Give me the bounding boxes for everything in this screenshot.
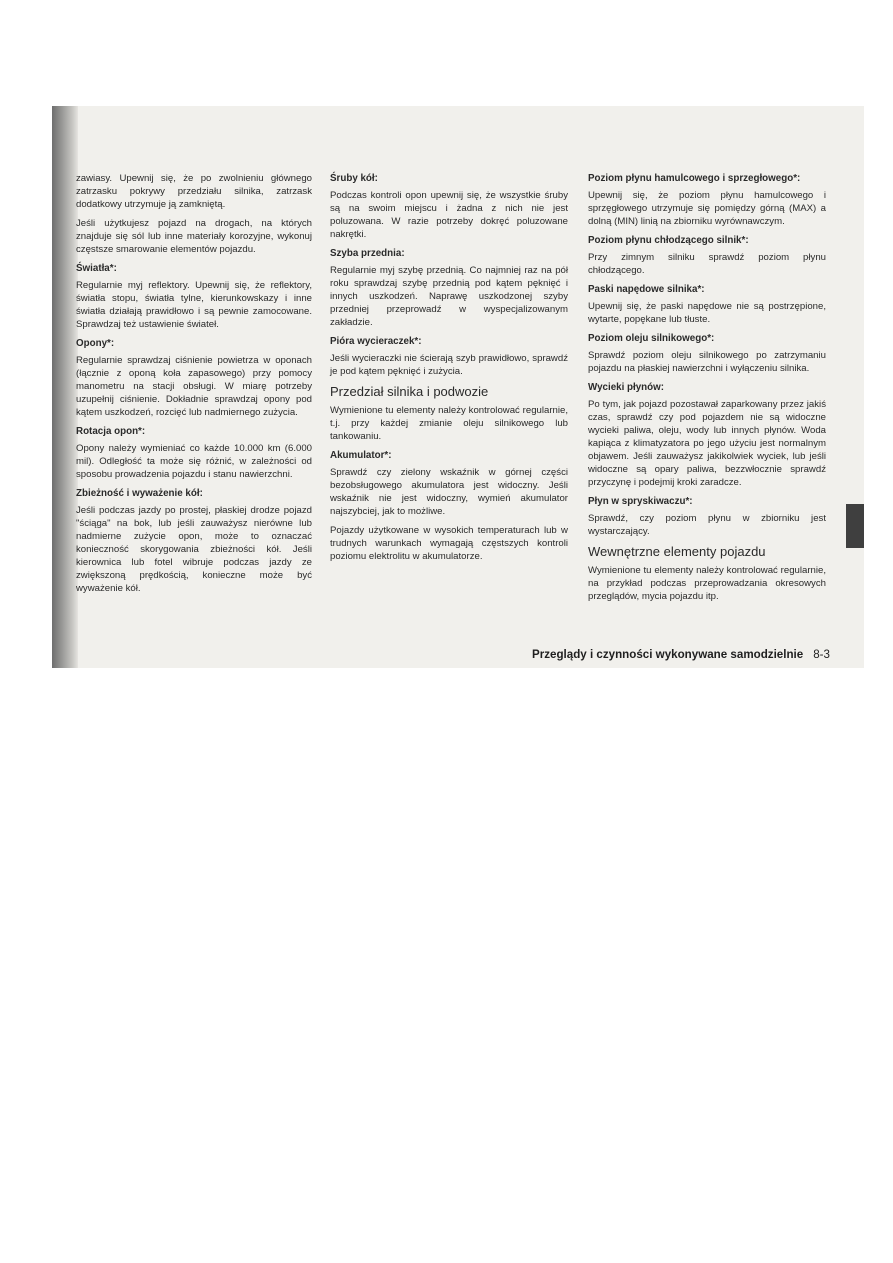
heading-rotacja-opon: Rotacja opon*: [76, 426, 146, 437]
heading-olej-silnikowy: Poziom oleju silnikowego*: [588, 333, 715, 344]
paragraph: Po tym, jak pojazd pozostawał zaparkowany przez jakiś czas, sprawdź czy pod pojazdem nie są widoczne wycieki paliwa, oleju, wody lub innych płynów. Woda kapiąca z klimatyzatora po jego użyciu jest normalnym objawem. Jeśli zauważysz jakikolwiek wyciek, lub jeśli widoczne są opary paliwa, bezzwłocznie sprawdź przyczynę i podejmij kroki zaradcze. [588, 399, 826, 488]
heading-szyba-przednia: Szyba przednia: [330, 248, 405, 259]
page-number: 8-3 [813, 648, 830, 661]
section-heading-wewnetrzne: Wewnętrzne elementy pojazdu [588, 544, 766, 559]
column-3 [588, 172, 826, 609]
paragraph: Upewnij się, że paski napędowe nie są postrzępione, wytarte, popękane lub tłuste. [588, 301, 826, 325]
page-footer [532, 648, 830, 661]
paragraph: Sprawdź, czy poziom płynu w zbiorniku jest wystarczający. [588, 513, 826, 537]
paragraph: Sprawdź poziom oleju silnikowego po zatrzymaniu pojazdu na płaskiej nawierzchni i wyłączeniu silnika. [588, 350, 826, 374]
heading-sruby-kol: Śruby kół: [330, 173, 378, 184]
heading-wycieki: Wycieki płynów: [588, 382, 665, 393]
paragraph: Upewnij się, że poziom płynu hamulcowego i sprzęgłowego utrzymuje się pomiędzy górną (MAX) a dolną (MIN) linią na zbiorniku wyrównawczym. [588, 190, 826, 227]
section-heading-przedzial: Przedział silnika i podwozie [330, 384, 489, 399]
heading-akumulator: Akumulator*: [330, 450, 392, 461]
heading-paski-napedowe: Paski napędowe silnika*: [588, 284, 705, 295]
heading-plyn-hamulcowy: Poziom płynu hamulcowego i sprzegłowego*: [588, 173, 801, 184]
heading-piora-wycieraczek: Pióra wycieraczek*: [330, 336, 422, 347]
paragraph: zawiasy. Upewnij się, że po zwolnieniu głównego zatrzasku pokrywy przedziału silnika, zatrzask dodatkowy utrzymuje ją zamkniętą. [76, 173, 312, 210]
paragraph: Sprawdź czy zielony wskaźnik w górnej części bezobsługowego akumulatora jest widoczny. Jeśli wskaźnik nie jest widoczny, wymień akumulator najszybciej, jak to możliwe. [330, 467, 568, 517]
paragraph: Jeśli podczas jazdy po prostej, płaskiej drodze pojazd "ściąga" na bok, lub jeśli zauważysz nierówne lub nadmierne zużycie opon, może to oznaczać konieczność skorygowania zbieżności kół. Jeśli kierownica lub fotel wibruje podczas jazdy ze zwiększoną prędkością, konieczne może być wyważenie kół. [76, 505, 312, 594]
paragraph: Wymienione tu elementy należy kontrolować regularnie, na przykład podczas przeprowadzania okresowych przeglądów, mycia pojazdu itp. [588, 565, 826, 602]
paragraph: Regularnie myj reflektory. Upewnij się, że reflektory, światła stopu, światła tylne, kierunkowskazy i inne światła działają prawidłowo i są pewnie zamocowane. Sprawdzaj też ustawienie świateł. [76, 280, 312, 330]
paragraph: Pojazdy użytkowane w wysokich temperaturach lub w trudnych warunkach wymagają częstszych kontroli poziomu elektrolitu w akumulatorze. [330, 525, 568, 562]
paragraph: Wymienione tu elementy należy kontrolować regularnie, t.j. przy każdej zmianie oleju silnikowego lub tankowaniu. [330, 405, 568, 442]
book-binding-shadow [52, 106, 78, 668]
scanned-page [52, 106, 864, 668]
heading-opony: Opony*: [76, 338, 115, 349]
paragraph: Regularnie myj szybę przednią. Co najmniej raz na pół roku sprawdzaj szybę przednią pod kątem pęknięć i innych uszkodzeń. Naprawę uszkodzonej szyby przedniej przeprowadź w wyspecjalizowanym zakładzie. [330, 265, 568, 328]
heading-plyn-spryskiwacz: Płyn w spryskiwaczu*: [588, 496, 693, 507]
heading-zbieznosc: Zbieżność i wyważenie kół: [76, 488, 203, 499]
paragraph: Opony należy wymieniać co każde 10.000 km (6.000 mil). Odległość ta może się różnić, w zależności od sposobu prowadzenia pojazdu i stanu nawierzchni. [76, 443, 312, 480]
paragraph: Regularnie sprawdzaj ciśnienie powietrza w oponach (łącznie z oponą koła zapasowego) przy pomocy manometru na stacji obsługi. W miarę potrzeby uzupełnij ciśnienie. Dokładnie sprawdzaj opony pod kątem uszkodzeń, rozcięć lub nadmiernego zużycia. [76, 355, 312, 418]
heading-swiatla: Światła*: [76, 263, 117, 274]
paragraph: Jeśli użytkujesz pojazd na drogach, na których znajduje się sól lub inne materiały korozyjne, wykonuj częstsze smarowanie elementów pojazdu. [76, 218, 312, 255]
chapter-tab-marker [846, 504, 864, 548]
paragraph: Podczas kontroli opon upewnij się, że wszystkie śruby są na swoim miejscu i żadna z nich nie jest poluzowana. W razie potrzeby dokręć poluzowane nakrętki. [330, 190, 568, 240]
paragraph: Przy zimnym silniku sprawdź poziom płynu chłodzącego. [588, 252, 826, 276]
heading-plyn-chlodzacy: Poziom płynu chłodzącego silnik*: [588, 235, 749, 246]
paragraph: Jeśli wycieraczki nie ścierają szyb prawidłowo, sprawdź je pod kątem pęknięć i zużycia. [330, 353, 568, 377]
column-2 [330, 172, 568, 569]
column-1 [76, 172, 312, 601]
bleed-through-text [310, 124, 314, 139]
footer-section-title: Przeglądy i czynności wykonywane samodzielnie [531, 648, 804, 661]
